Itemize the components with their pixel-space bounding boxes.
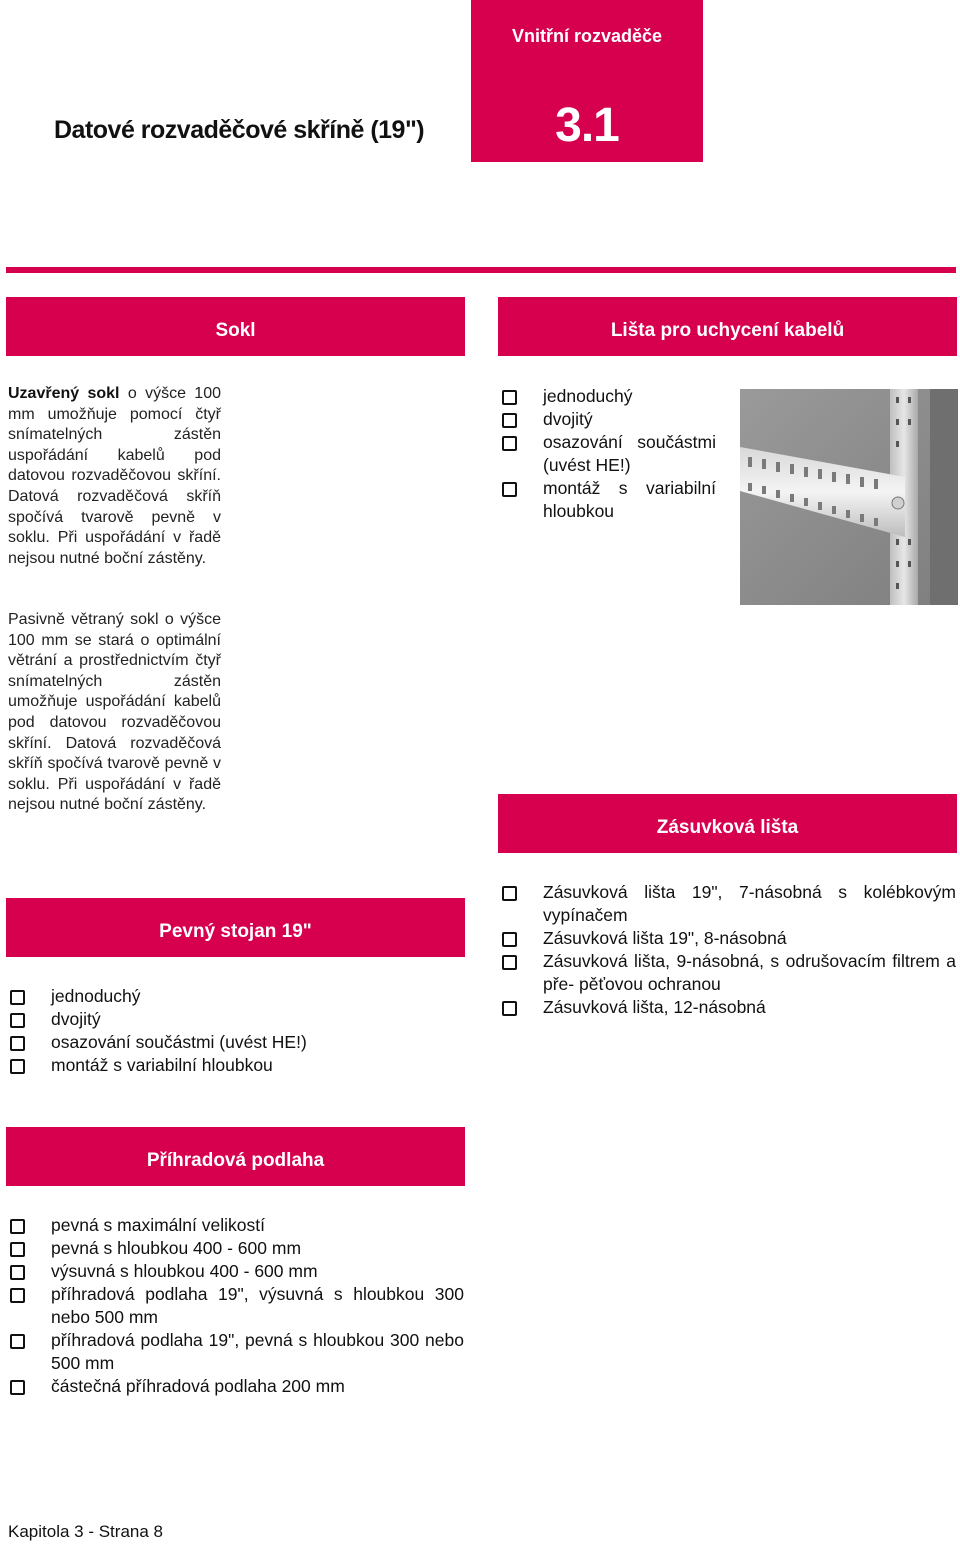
checkbox-icon <box>10 1265 25 1280</box>
list-item: Zásuvková lišta, 12-násobná <box>498 996 956 1019</box>
sokl-closed-text: o výšce 100 mm umožňuje pomocí čtyř snímatelných zástěn uspořádání kabelů pod datovou rozvaděčovou skříní. Datová rozvaděčová skříň spočívá tvarově pevně v soklu. Při uspořádání v řadě nejsou nutné boční zástěny. <box>8 385 221 567</box>
chapter-tab <box>471 0 703 162</box>
cable-rail-heading-text: Lišta pro uchycení kabelů <box>610 320 845 341</box>
list-item: příhradová podlaha 19", výsuvná s hloubkou 300 nebo 500 mm <box>6 1283 464 1329</box>
list-item: částečná příhradová podlaha 200 mm <box>6 1375 464 1398</box>
checkbox-icon <box>502 886 517 901</box>
page-title: Datové rozvaděčové skříně (19") <box>54 116 425 144</box>
cable-rail-list <box>498 385 716 523</box>
checkbox-icon <box>10 990 25 1005</box>
sokl-closed-paragraph <box>8 384 221 569</box>
cable-rail-illustration <box>740 389 958 605</box>
cable-rail-heading <box>498 297 957 356</box>
checkbox-icon <box>502 482 517 497</box>
checkbox-icon <box>502 1001 517 1016</box>
checkbox-icon <box>10 1036 25 1051</box>
checkbox-icon <box>502 932 517 947</box>
fixed-rack-heading-text: Pevný stojan 19" <box>159 921 312 942</box>
power-strip-list <box>498 881 956 1019</box>
checkbox-icon <box>502 413 517 428</box>
checkbox-icon <box>10 1059 25 1074</box>
chapter-number: 3.1 <box>555 99 619 152</box>
list-item: montáž s variabilní hloubkou <box>6 1054 464 1077</box>
sokl-heading <box>6 297 465 356</box>
header-divider <box>6 267 956 273</box>
page-footer: Kapitola 3 - Strana 8 <box>8 1522 163 1541</box>
power-strip-heading <box>498 794 957 853</box>
list-item: Zásuvková lišta 19", 8-násobná <box>498 927 956 950</box>
list-item: pevná s hloubkou 400 - 600 mm <box>6 1237 464 1260</box>
checkbox-icon <box>10 1334 25 1349</box>
checkbox-icon <box>10 1242 25 1257</box>
list-item: osazování součástmi (uvést HE!) <box>6 1031 464 1054</box>
list-item: příhradová podlaha 19", pevná s hloubkou 300 nebo 500 mm <box>6 1329 464 1375</box>
list-item: dvojitý <box>6 1008 464 1031</box>
power-strip-heading-text: Zásuvková lišta <box>656 817 799 838</box>
list-item: jednoduchý <box>498 385 716 408</box>
cable-rail-photo <box>740 389 958 605</box>
checkbox-icon <box>10 1288 25 1303</box>
checkbox-icon <box>502 390 517 405</box>
sokl-vented-paragraph: Pasivně větraný sokl o výšce 100 mm se stará o optimální větrání a prostřednictvím čtyř snímatelných zástěn umožňuje uspořádání kabelů pod datovou rozvaděčovou skříní. Datová rozvaděčová skříň spočívá tvarově pevně v soklu. Při uspořádání v řadě nejsou nutné boční zástěny. <box>8 611 221 814</box>
fixed-rack-heading <box>6 898 465 957</box>
section-label: Vnitřní rozvaděče <box>511 26 663 46</box>
sokl-heading-text: Sokl <box>215 320 256 341</box>
list-item: Zásuvková lišta 19", 7-násobná s kolébkovým vypínačem <box>498 881 956 927</box>
list-item: osazování součástmi (uvést HE!) <box>498 431 716 477</box>
list-item: jednoduchý <box>6 985 464 1008</box>
checkbox-icon <box>10 1380 25 1395</box>
checkbox-icon <box>10 1013 25 1028</box>
checkbox-icon <box>502 436 517 451</box>
shelf-heading-text: Příhradová podlaha <box>146 1150 325 1171</box>
checkbox-icon <box>502 955 517 970</box>
shelf-list <box>6 1214 464 1398</box>
list-item: výsuvná s hloubkou 400 - 600 mm <box>6 1260 464 1283</box>
list-item: Zásuvková lišta, 9-násobná, s odrušovacím filtrem a pře- pěťovou ochranou <box>498 950 956 996</box>
fixed-rack-list <box>6 985 464 1077</box>
list-item: dvojitý <box>498 408 716 431</box>
sokl-closed-bold: Uzavřený sokl <box>8 385 120 402</box>
shelf-heading <box>6 1127 465 1186</box>
list-item: pevná s maximální velikostí <box>6 1214 464 1237</box>
list-item: montáž s variabilní hloubkou <box>498 477 716 523</box>
checkbox-icon <box>10 1219 25 1234</box>
